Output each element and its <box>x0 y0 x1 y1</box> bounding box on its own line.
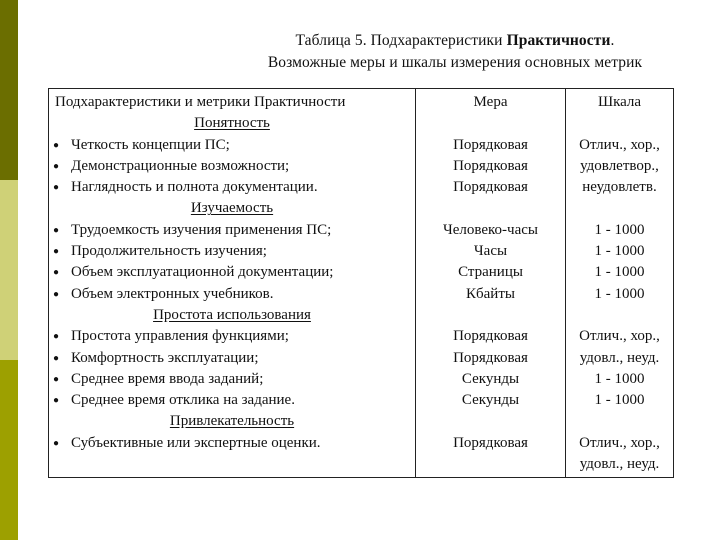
metric-label: Демонстрационные возможности; <box>71 157 290 174</box>
caption-suffix: . <box>610 32 615 49</box>
metric-label: Четкость концепции ПС; <box>71 136 230 153</box>
bullet-icon: ● <box>53 160 60 172</box>
scale-cell: 1 - 1000 <box>594 221 645 238</box>
scale-cell <box>566 198 673 219</box>
measure-cell <box>416 198 565 219</box>
scale-cell: Отлич., хор., <box>579 328 660 345</box>
metric-label: Простота управления функциями; <box>71 328 289 345</box>
column-3-lines <box>566 92 673 475</box>
metric-row <box>49 348 415 369</box>
scale-cell <box>566 113 673 134</box>
metric-row <box>49 241 415 262</box>
measure-cell: Часы <box>473 243 508 260</box>
measure-cell: Секунды <box>461 370 520 387</box>
bullet-icon: ● <box>53 373 60 385</box>
section-heading-label: Понятность <box>194 115 270 132</box>
measure-cell <box>416 454 565 475</box>
section-heading-label: Простота использования <box>153 306 311 323</box>
table-caption <box>230 30 680 74</box>
metric-label: Продолжительность изучения; <box>71 243 267 260</box>
scale-cell: 1 - 1000 <box>594 285 645 302</box>
metric-row <box>49 156 415 177</box>
measure-cell: Секунды <box>461 392 520 409</box>
column-scale <box>565 89 673 477</box>
metric-label: Объем эксплуатационной документации; <box>71 264 334 281</box>
metric-label: Субъективные или экспертные оценки. <box>71 434 321 451</box>
bullet-icon: ● <box>53 182 60 194</box>
caption-line-1 <box>230 30 680 52</box>
metric-row <box>49 177 415 198</box>
measure-cell: Человеко-часы <box>442 221 538 238</box>
metric-row <box>49 390 415 411</box>
bullet-icon: ● <box>53 395 60 407</box>
metric-label: Среднее время ввода заданий; <box>71 370 264 387</box>
scale-cell: 1 - 1000 <box>594 392 645 409</box>
measure-cell <box>416 305 565 326</box>
metric-row <box>49 326 415 347</box>
metric-row <box>49 454 415 475</box>
caption-prefix: Таблица 5. Подхарактеристики <box>295 32 507 49</box>
slide-sidebar <box>0 0 18 540</box>
measure-cell: Порядковая <box>453 328 528 345</box>
metric-label: Объем электронных учебников. <box>71 285 274 302</box>
bullet-icon: ● <box>53 437 60 449</box>
column-measure <box>415 89 565 477</box>
column-2-lines <box>416 92 565 475</box>
measure-cell: Порядковая <box>453 349 528 366</box>
measure-cell <box>416 113 565 134</box>
column-1-lines <box>49 92 415 475</box>
measure-cell: Порядковая <box>453 179 528 196</box>
metric-row <box>49 135 415 156</box>
metric-label: Трудоемкость изучения применения ПС; <box>71 221 332 238</box>
scale-cell: неудовлетв. <box>582 179 657 196</box>
metric-row <box>49 433 415 454</box>
scale-cell: удовл., неуд. <box>579 349 660 366</box>
bullet-icon: ● <box>53 331 60 343</box>
scale-cell: 1 - 1000 <box>594 264 645 281</box>
metric-row <box>49 220 415 241</box>
metrics-table <box>48 88 674 478</box>
scale-cell: удовлетвор., <box>580 157 659 174</box>
header-subcharacteristics: Подхарактеристики и метрики Практичности <box>55 94 346 110</box>
bullet-icon: ● <box>53 246 60 258</box>
section-heading-label: Изучаемость <box>190 200 274 217</box>
column-subcharacteristics <box>49 89 415 477</box>
caption-line-2: Возможные меры и шкалы измерения основных метрик <box>267 54 643 71</box>
scale-cell: Отлич., хор., <box>579 136 660 153</box>
section-heading <box>49 198 415 219</box>
measure-cell: Порядковая <box>453 434 528 451</box>
scale-cell: 1 - 1000 <box>594 370 645 387</box>
section-heading <box>49 305 415 326</box>
measure-cell <box>416 411 565 432</box>
sidebar-segment-bottom <box>0 360 18 540</box>
bullet-icon: ● <box>53 288 60 300</box>
bullet-icon: ● <box>53 224 60 236</box>
scale-cell: удовл., неуд. <box>579 456 660 473</box>
scale-cell <box>566 411 673 432</box>
measure-cell: Кбайты <box>466 285 515 302</box>
header-scale: Шкала <box>597 94 642 110</box>
scale-cell: Отлич., хор., <box>579 434 660 451</box>
measure-cell: Порядковая <box>453 157 528 174</box>
section-heading <box>49 411 415 432</box>
sidebar-segment-top <box>0 0 18 180</box>
caption-bold: Практичности <box>506 32 611 49</box>
metric-label: Среднее время отклика на задание. <box>71 392 295 409</box>
header-measure: Мера <box>473 94 508 110</box>
measure-cell: Порядковая <box>453 136 528 153</box>
metric-label: Комфортность эксплуатации; <box>71 349 259 366</box>
metric-row <box>49 284 415 305</box>
section-heading <box>49 113 415 134</box>
sidebar-segment-middle <box>0 180 18 360</box>
metric-row <box>49 369 415 390</box>
measure-cell: Страницы <box>458 264 523 281</box>
scale-cell: 1 - 1000 <box>594 243 645 260</box>
bullet-icon: ● <box>53 267 60 279</box>
metric-label: Наглядность и полнота документации. <box>71 179 318 196</box>
bullet-icon: ● <box>53 352 60 364</box>
bullet-icon: ● <box>53 139 60 151</box>
metric-row <box>49 262 415 283</box>
section-heading-label: Привлекательность <box>169 413 295 430</box>
scale-cell <box>566 305 673 326</box>
